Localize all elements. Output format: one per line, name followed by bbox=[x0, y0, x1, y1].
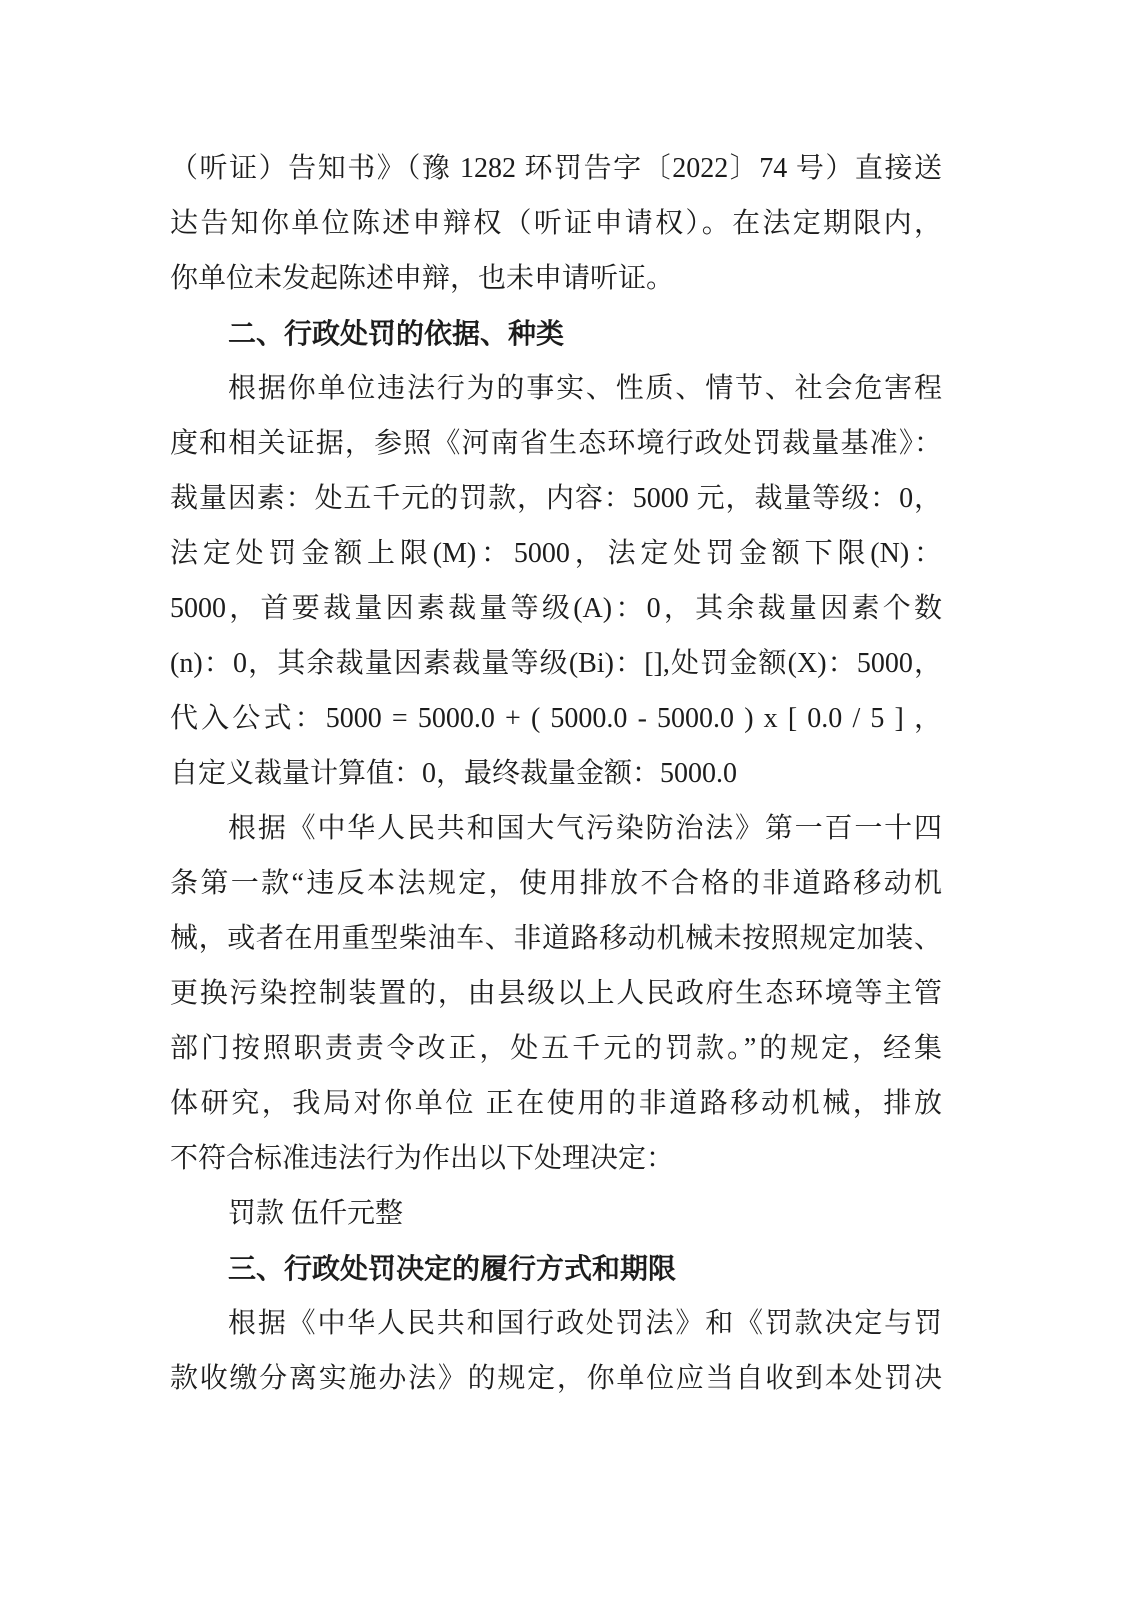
body-line: 你单位未发起陈述申辩，也未申请听证。 bbox=[170, 263, 675, 294]
penalty-decision: 罚款 伍仟元整 bbox=[228, 1198, 404, 1229]
body-line: 自定义裁量计算值：0，最终裁量金额：5000.0 bbox=[170, 758, 738, 789]
body-line: 5000，首要裁量因素裁量等级(A)：0，其余裁量因素个数 bbox=[170, 593, 942, 624]
body-line: 度和相关证据，参照《河南省生态环境行政处罚裁量基准》： bbox=[170, 428, 942, 459]
body-line: 条第一款“违反本法规定，使用排放不合格的非道路移动机 bbox=[170, 868, 942, 899]
body-line: 法定处罚金额上限(M)：5000，法定处罚金额下限(N)： bbox=[170, 538, 942, 569]
body-line: 不符合标准违法行为作出以下处理决定： bbox=[170, 1143, 675, 1174]
body-line: 款收缴分离实施办法》的规定，你单位应当自收到本处罚决 bbox=[170, 1363, 942, 1394]
section-heading: 二、行政处罚的依据、种类 bbox=[228, 317, 565, 350]
body-line: 裁量因素：处五千元的罚款，内容：5000 元，裁量等级：0， bbox=[170, 483, 942, 514]
body-line: 部门按照职责责令改正，处五千元的罚款。”的规定，经集 bbox=[170, 1033, 942, 1064]
body-line: 根据你单位违法行为的事实、性质、情节、社会危害程 bbox=[228, 373, 942, 404]
body-line: 根据《中华人民共和国行政处罚法》和《罚款决定与罚 bbox=[228, 1308, 942, 1339]
body-line: 体研究，我局对你单位 正在使用的非道路移动机械，排放 bbox=[170, 1088, 942, 1119]
document-body bbox=[170, 141, 942, 1406]
body-line: 械，或者在用重型柴油车、非道路移动机械未按照规定加装、 bbox=[170, 923, 942, 954]
body-line: 根据《中华人民共和国大气污染防治法》第一百一十四 bbox=[228, 813, 942, 844]
body-line: （听证）告知书》（豫 1282 环罚告字〔2022〕74 号）直接送 bbox=[170, 153, 942, 184]
body-line: 达告知你单位陈述申辩权（听证申请权）。在法定期限内， bbox=[170, 208, 942, 239]
body-line: 更换污染控制装置的，由县级以上人民政府生态环境等主管 bbox=[170, 978, 942, 1009]
section-heading: 三、行政处罚决定的履行方式和期限 bbox=[228, 1252, 677, 1285]
body-line: (n)：0，其余裁量因素裁量等级(Bi)：[],处罚金额(X)：5000， bbox=[170, 648, 942, 679]
body-line: 代入公式：5000 = 5000.0 + ( 5000.0 - 5000.0 ) x [ 0.0 / 5 ] ， bbox=[170, 703, 942, 734]
